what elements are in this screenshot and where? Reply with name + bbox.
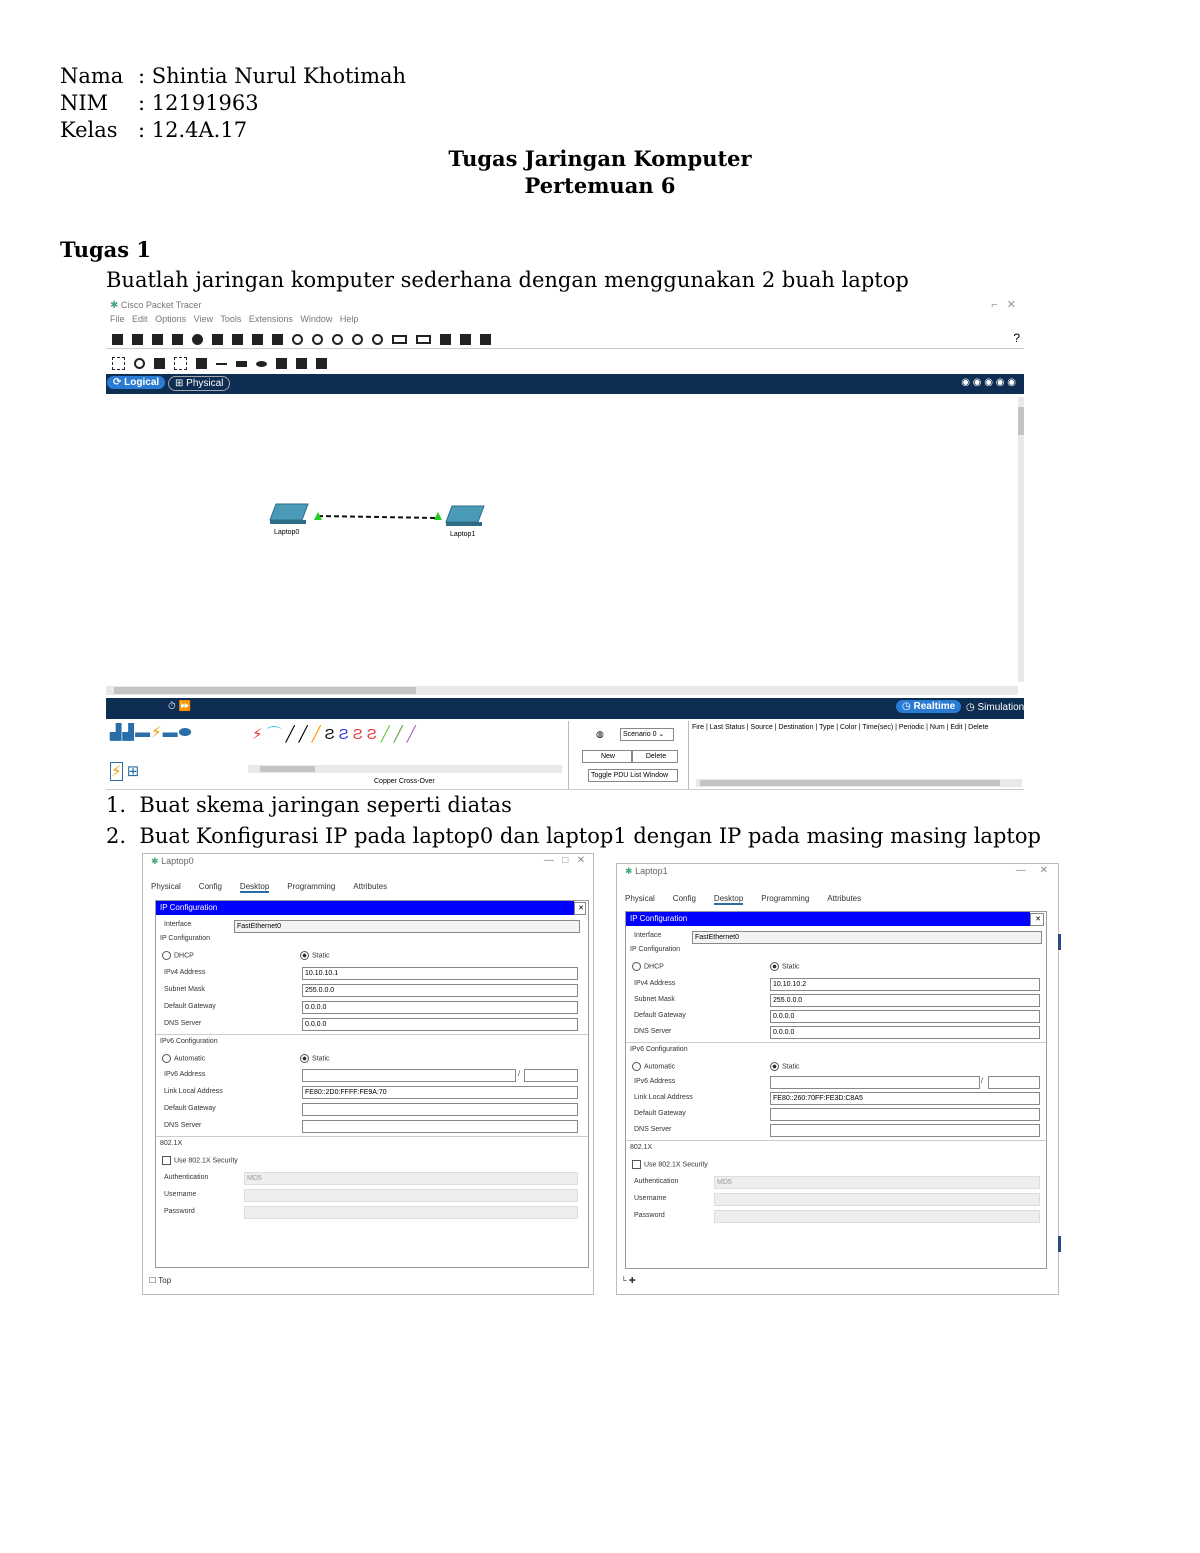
ipv4-input[interactable]: 10.10.10.2 xyxy=(770,978,1040,991)
tab-programming[interactable]: Programming xyxy=(287,882,336,891)
ellipse-icon[interactable] xyxy=(256,361,267,367)
menu-file[interactable]: File xyxy=(110,314,125,324)
dot1x-checkbox[interactable]: Use 802.1X Security xyxy=(632,1160,708,1169)
dns-input[interactable]: 0.0.0.0 xyxy=(770,1026,1040,1039)
copy-icon[interactable] xyxy=(252,334,263,345)
step-2: 2. Buat Konfigurasi IP pada laptop0 dan laptop1 dengan IP pada masing masing laptop xyxy=(106,824,1041,848)
ipv6-dns-label: DNS Server xyxy=(634,1126,672,1133)
ipv6-static-radio[interactable]: Static xyxy=(300,1054,330,1063)
subnet-label: Subnet Mask xyxy=(634,996,675,1003)
separator xyxy=(156,1136,588,1137)
interface-select[interactable]: FastEthernet0 xyxy=(692,931,1042,944)
menu-tools[interactable]: Tools xyxy=(220,314,242,324)
static-radio[interactable]: Static xyxy=(770,962,800,971)
packet-tracer-screenshot xyxy=(106,297,1024,790)
custom-device-icon[interactable] xyxy=(416,335,431,344)
dot1x-label: 802.1X xyxy=(160,1140,183,1147)
subnet-label: Subnet Mask xyxy=(164,986,205,993)
scenario-select[interactable]: Scenario 0 ⌄ xyxy=(620,728,674,741)
realtime-tab[interactable]: ◷ Realtime xyxy=(896,700,961,713)
dot1x-checkbox[interactable]: Use 802.1X Security xyxy=(162,1156,238,1165)
menu-extensions[interactable]: Extensions xyxy=(248,314,293,324)
ipv4-input[interactable]: 10.10.10.1 xyxy=(302,967,578,980)
undo-icon[interactable] xyxy=(292,334,303,345)
ipv6-dns-label: DNS Server xyxy=(164,1122,202,1129)
laptop0-window-title: ✱ Laptop0 xyxy=(151,856,194,866)
tab-physical[interactable]: Physical xyxy=(625,894,655,903)
tab-attributes[interactable]: Attributes xyxy=(353,882,388,891)
name-label: Nama xyxy=(60,64,124,88)
top-checkbox[interactable]: ☐ Top xyxy=(149,1276,172,1285)
gateway-label: Default Gateway xyxy=(634,1012,686,1019)
menu-view[interactable]: View xyxy=(193,314,213,324)
info-icon[interactable] xyxy=(192,334,203,345)
delete-icon[interactable] xyxy=(154,358,165,369)
subnet-input[interactable]: 255.0.0.0 xyxy=(302,984,578,997)
zoom-in-icon[interactable] xyxy=(332,334,343,345)
ipv6-address-input[interactable] xyxy=(302,1069,516,1082)
crossover-link xyxy=(318,516,438,518)
tab-desktop[interactable]: Desktop xyxy=(239,882,270,891)
scenario-new-button[interactable]: New xyxy=(582,750,632,763)
redo-icon[interactable] xyxy=(312,334,323,345)
menu-window[interactable]: Window xyxy=(300,314,333,324)
top-checkbox[interactable]: └ ✚ xyxy=(621,1276,636,1285)
pdu-event-columns: Fire | Last Status | Source | Destination | Type | Color | Time(sec) | Periodic | Num | Edit | Delete xyxy=(692,724,989,731)
nim-value: : 12191963 xyxy=(138,91,259,115)
ipv6-address-label: IPv6 Address xyxy=(164,1071,206,1078)
laptop1-label[interactable]: Laptop1 xyxy=(450,531,476,538)
topology-svg xyxy=(106,394,1018,684)
paste-icon[interactable] xyxy=(272,334,283,345)
new-file-icon[interactable] xyxy=(112,334,123,345)
freeform-icon[interactable] xyxy=(276,358,287,369)
ipv6-dns-input[interactable] xyxy=(770,1124,1040,1137)
close-panel-button[interactable]: ✕ xyxy=(1030,913,1044,926)
subnet-input[interactable]: 255.0.0.0 xyxy=(770,994,1040,1007)
link-local-input[interactable]: FE80::260:70FF:FE3D:C8A5 xyxy=(770,1092,1040,1105)
device-types-palette[interactable]: ▟▟▬⚡▬⬬ xyxy=(110,724,193,741)
laptop0-window-controls[interactable]: — □ ✕ xyxy=(543,855,585,866)
workspace-bar xyxy=(106,374,1024,394)
canvas-vscroll[interactable] xyxy=(1018,397,1024,682)
tab-programming[interactable]: Programming xyxy=(761,894,810,903)
logical-canvas[interactable] xyxy=(106,394,1018,684)
username-label: Username xyxy=(634,1195,667,1202)
simple-pdu-icon[interactable] xyxy=(296,358,307,369)
tab-config[interactable]: Config xyxy=(198,882,222,891)
password-input[interactable] xyxy=(244,1206,578,1219)
open-folder-icon[interactable] xyxy=(132,334,143,345)
dhcp-radio[interactable]: DHCP xyxy=(632,962,664,971)
close-panel-button[interactable]: ✕ xyxy=(574,902,586,915)
help-icon[interactable]: ? xyxy=(1013,331,1020,345)
class-label: Kelas xyxy=(60,118,118,142)
zoom-reset-icon[interactable] xyxy=(352,334,363,345)
menu-options[interactable]: Options xyxy=(155,314,187,324)
auth-select[interactable]: MD5 xyxy=(714,1176,1040,1189)
scenario-icon: ◍ xyxy=(596,729,604,739)
separator xyxy=(156,1034,588,1035)
toolbar-divider xyxy=(106,348,1024,349)
menu-bar xyxy=(110,314,358,324)
link-local-label: Link Local Address xyxy=(634,1094,693,1101)
ipv6-gateway-input[interactable] xyxy=(770,1108,1040,1121)
dns-input[interactable]: 0.0.0.0 xyxy=(302,1018,578,1031)
dns-label: DNS Server xyxy=(634,1028,672,1035)
event-divider xyxy=(688,721,689,789)
toggle-pdu-button[interactable]: Toggle PDU List Window xyxy=(588,769,678,782)
laptop1-icon xyxy=(446,506,484,526)
laptop1-window xyxy=(616,863,1059,1295)
ipv6-static-radio[interactable]: Static xyxy=(770,1062,800,1071)
ip-config-bar: IP Configuration xyxy=(156,901,574,915)
laptop1-window-title: ✱ Laptop1 xyxy=(625,866,668,876)
app-title-bar xyxy=(110,300,201,311)
ipv4-label: IPv4 Address xyxy=(634,980,676,987)
select-icon[interactable] xyxy=(112,357,125,370)
password-label: Password xyxy=(634,1212,665,1219)
laptop0-window xyxy=(142,853,594,1295)
dns-label: DNS Server xyxy=(164,1020,202,1027)
name-value: : Shintia Nurul Khotimah xyxy=(138,64,407,88)
complex-pdu-icon[interactable] xyxy=(316,358,327,369)
static-radio[interactable]: Static xyxy=(300,951,330,960)
drawing-palette-icon[interactable] xyxy=(392,335,407,344)
laptop1-tabs xyxy=(625,894,879,903)
menu-help[interactable]: Help xyxy=(339,314,359,324)
palette-divider xyxy=(568,721,569,789)
laptop1-window-controls[interactable]: — ✕ xyxy=(1015,865,1048,876)
username-label: Username xyxy=(164,1191,197,1198)
laptop1-ip-panel xyxy=(625,911,1047,1269)
interface-label: Interface xyxy=(634,932,662,939)
username-input[interactable] xyxy=(714,1193,1040,1206)
separator xyxy=(626,1042,1046,1043)
username-input[interactable] xyxy=(244,1189,578,1202)
zoom-out-icon[interactable] xyxy=(372,334,383,345)
app-logo-icon: ✱ xyxy=(110,300,119,311)
automatic-radio[interactable]: Automatic xyxy=(162,1054,205,1063)
ipv6-dns-input[interactable] xyxy=(302,1120,578,1133)
subtype-palette[interactable]: ⚡ ⊞ xyxy=(111,763,140,780)
ipv6-config-label: IPv6 Configuration xyxy=(630,1046,688,1053)
gateway-input[interactable]: 0.0.0.0 xyxy=(770,1010,1040,1023)
ipv6-address-input[interactable] xyxy=(770,1076,980,1089)
tab-attributes[interactable]: Attributes xyxy=(827,894,862,903)
ipv6-gateway-label: Default Gateway xyxy=(164,1105,216,1112)
step-1: 1. Buat skema jaringan seperti diatas xyxy=(106,793,512,817)
note-icon[interactable] xyxy=(196,358,207,369)
palette-hscroll[interactable] xyxy=(248,765,562,773)
cluster-icon[interactable] xyxy=(460,334,471,345)
laptop0-label[interactable]: Laptop0 xyxy=(274,529,300,536)
nim-label: NIM xyxy=(60,91,109,115)
wizard-icon[interactable] xyxy=(212,334,223,345)
ipv6-config-label: IPv6 Configuration xyxy=(160,1038,218,1045)
ip-config-label: IP Configuration xyxy=(630,946,681,953)
tab-desktop[interactable]: Desktop xyxy=(713,894,744,903)
laptop0-tabs xyxy=(151,882,405,891)
auth-select[interactable]: MD5 xyxy=(244,1172,578,1185)
event-hscroll[interactable] xyxy=(696,779,1022,787)
separator xyxy=(626,1140,1046,1141)
inspect-icon[interactable] xyxy=(134,358,145,369)
ip-config-bar: IP Configuration xyxy=(626,912,1030,926)
resize-icon[interactable] xyxy=(174,357,187,370)
dhcp-radio[interactable]: DHCP xyxy=(162,951,194,960)
line-icon[interactable] xyxy=(216,363,227,365)
prefix-slash: / xyxy=(518,1071,520,1078)
link-local-label: Link Local Address xyxy=(164,1088,223,1095)
section-heading: Tugas 1 xyxy=(60,237,152,262)
ip-config-label: IP Configuration xyxy=(160,935,211,942)
window-edge-marker xyxy=(1058,934,1061,950)
section-instruction: Buatlah jaringan komputer sederhana dengan menggunakan 2 buah laptop xyxy=(106,268,909,292)
interface-label: Interface xyxy=(164,921,192,928)
doc-title: Tugas Jaringan Komputer xyxy=(448,146,752,171)
ipv6-address-label: IPv6 Address xyxy=(634,1078,676,1085)
canvas-hscroll[interactable] xyxy=(106,686,1018,695)
prefix-slash: / xyxy=(981,1078,983,1085)
doc-subtitle: Pertemuan 6 xyxy=(524,173,676,198)
connection-types-palette[interactable]: ⚡⌒╱╱╱ƧƧƧƧ╱╱╱ xyxy=(252,726,420,743)
time-bar xyxy=(106,698,1024,719)
ipv6-prefix-input[interactable] xyxy=(988,1076,1040,1089)
tab-physical[interactable]: Physical xyxy=(151,882,181,891)
auth-label: Authentication xyxy=(164,1174,209,1181)
window-edge-marker xyxy=(1058,1236,1061,1252)
scenario-delete-button[interactable]: Delete xyxy=(632,750,678,763)
viewport-icon[interactable] xyxy=(440,334,451,345)
link-local-input[interactable]: FE80::2D0:FFFF:FE9A:70 xyxy=(302,1086,578,1099)
interface-select[interactable]: FastEthernet0 xyxy=(234,920,580,933)
ipv6-prefix-input[interactable] xyxy=(524,1069,578,1082)
ipv6-gateway-input[interactable] xyxy=(302,1103,578,1116)
view-controls-icon[interactable]: ◉ ◉ ◉ ◉ ◉ xyxy=(961,377,1016,388)
laptop0-ip-panel xyxy=(155,900,589,1268)
gateway-label: Default Gateway xyxy=(164,1003,216,1010)
tab-config[interactable]: Config xyxy=(672,894,696,903)
laptop0-icon xyxy=(270,504,308,524)
automatic-radio[interactable]: Automatic xyxy=(632,1062,675,1071)
image-icon[interactable] xyxy=(480,334,491,345)
password-input[interactable] xyxy=(714,1210,1040,1223)
playback-controls-icon[interactable]: ⏱ ⏩ xyxy=(168,701,192,712)
print-icon[interactable] xyxy=(172,334,183,345)
secondary-toolbar xyxy=(112,355,336,373)
window-controls[interactable]: ⌐ ✕ xyxy=(991,299,1016,311)
network-info-icon[interactable] xyxy=(232,334,243,345)
physical-tab[interactable]: ⊞ Physical xyxy=(168,376,230,391)
main-toolbar xyxy=(112,331,500,349)
save-icon[interactable] xyxy=(152,334,163,345)
ipv4-label: IPv4 Address xyxy=(164,969,206,976)
cable-label: Copper Cross-Over xyxy=(374,778,435,785)
rectangle-icon[interactable] xyxy=(236,361,247,367)
dot1x-label: 802.1X xyxy=(630,1144,653,1151)
password-label: Password xyxy=(164,1208,195,1215)
simulation-tab[interactable]: ◷ Simulation xyxy=(966,702,1025,713)
logical-tab[interactable]: ⟳ Logical xyxy=(107,376,165,389)
ipv6-gateway-label: Default Gateway xyxy=(634,1110,686,1117)
link-light-right xyxy=(434,512,442,520)
gateway-input[interactable]: 0.0.0.0 xyxy=(302,1001,578,1014)
class-value: : 12.4A.17 xyxy=(138,118,248,142)
menu-edit[interactable]: Edit xyxy=(132,314,148,324)
auth-label: Authentication xyxy=(634,1178,679,1185)
app-title: Cisco Packet Tracer xyxy=(120,300,202,310)
